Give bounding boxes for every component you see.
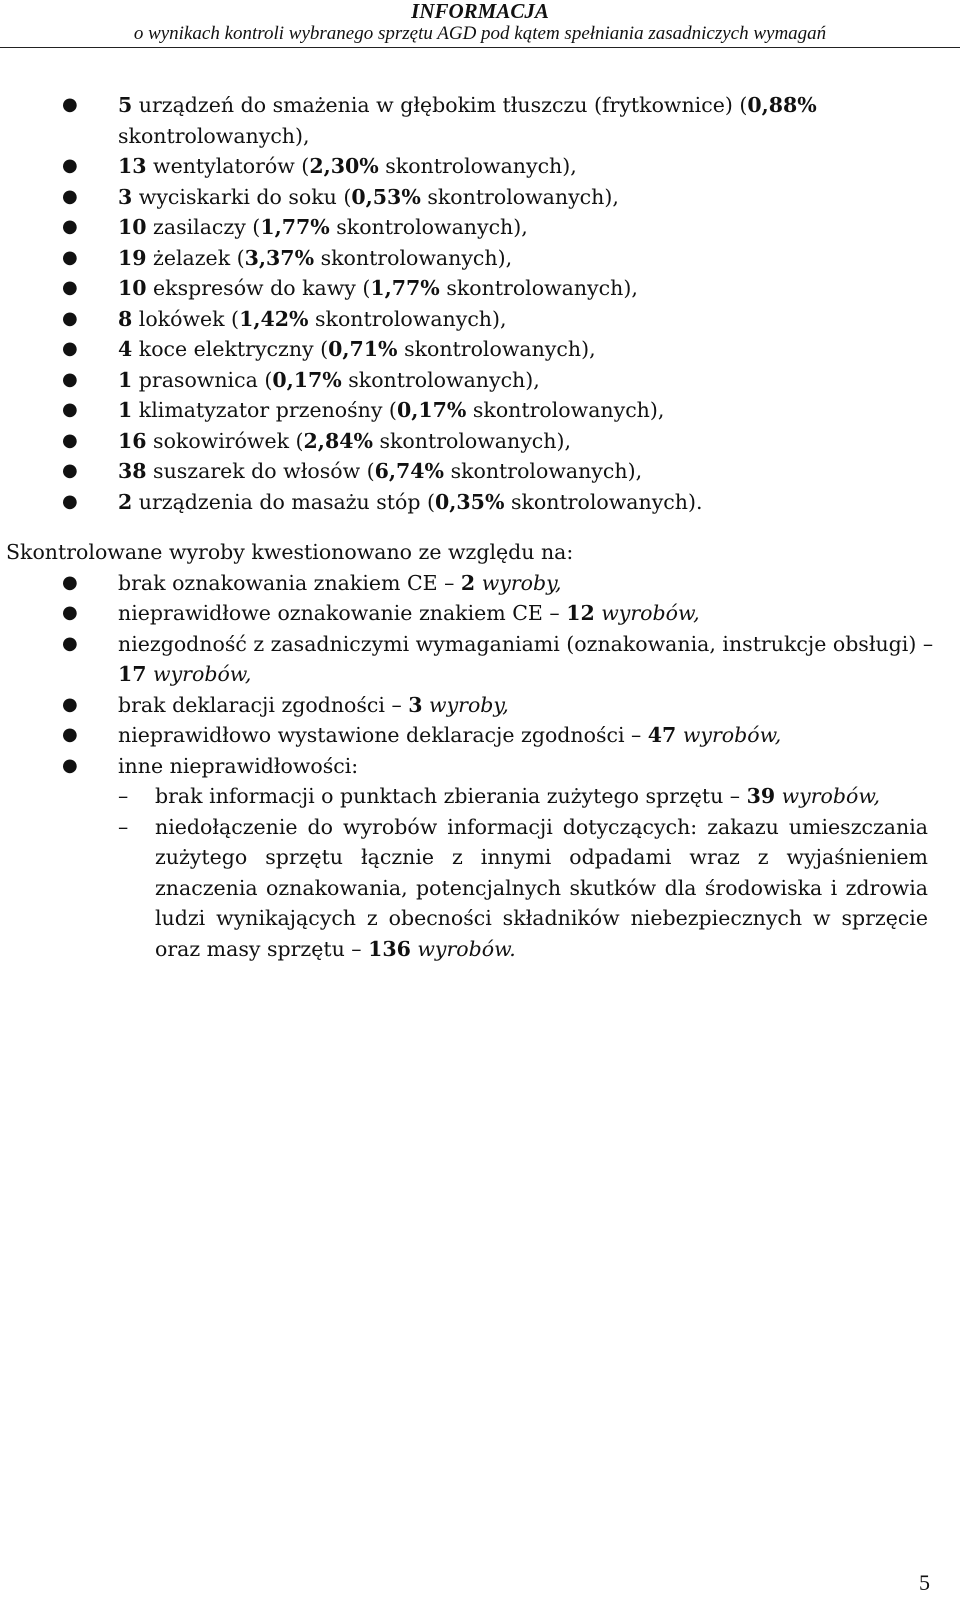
- bullet-icon: ●: [62, 368, 78, 390]
- device-percent: 1,77%: [260, 215, 330, 239]
- reason-count: 3: [408, 692, 423, 717]
- device-count: 1: [118, 398, 133, 422]
- list-item: ● 10 zasilaczy (1,77% skontrolowanych),: [0, 212, 960, 243]
- device-percent: 1,77%: [370, 276, 440, 300]
- device-percent: 2,84%: [303, 428, 373, 453]
- list-item: ● 8 lokówek (1,42% skontrolowanych),: [0, 304, 960, 335]
- list-item: ● 16 sokowirówek (2,84% skontrolowanych),: [0, 426, 960, 457]
- reason-count: 47: [647, 723, 677, 747]
- device-count: 4: [118, 337, 133, 361]
- device-count: 38: [118, 459, 147, 483]
- reason-count: 136: [368, 936, 411, 961]
- device-count: 1: [118, 367, 133, 392]
- header-title: INFORMACJA: [411, 0, 549, 23]
- device-percent: 0,53%: [351, 184, 421, 209]
- device-percent: 0,17%: [396, 398, 467, 422]
- device-percent: 0,88%: [747, 93, 817, 117]
- reason-count: 12: [566, 601, 595, 625]
- device-count: 10: [118, 215, 147, 239]
- device-percent: 0,71%: [328, 337, 398, 361]
- list-item: ● 1 klimatyzator przenośny (0,17% skontrolowanych),: [0, 395, 960, 426]
- device-count: 10: [118, 276, 147, 300]
- bullet-icon: ●: [62, 571, 78, 593]
- device-percent: 3,37%: [244, 245, 315, 270]
- header-divider: [0, 47, 960, 48]
- device-percent: 0,35%: [435, 489, 505, 514]
- bullet-icon: ●: [62, 490, 78, 512]
- reason-count: 2: [460, 570, 476, 595]
- list-item: ● 4 koce elektryczny (0,71% skontrolowanych),: [0, 334, 960, 365]
- list-item: ● 19 żelazek (3,37% skontrolowanych),: [0, 243, 960, 274]
- device-count: 2: [118, 489, 133, 514]
- list-item: ● 13 wentylatorów (2,30% skontrolowanych),: [0, 151, 960, 182]
- list-item: ● 5 urządzeń do smażenia w głębokim tłuszczu (frytkownice) (0,88% skontrolowanych),: [0, 90, 960, 151]
- bullet-icon: ●: [62, 460, 78, 481]
- reason-count: 39: [746, 784, 776, 808]
- device-list: [0, 90, 960, 517]
- list-item: ● niezgodność z zasadniczymi wymaganiami (oznakowania, instrukcje obsługi) – 17 wyrobów,: [0, 629, 960, 690]
- list-item: – brak informacji o punktach zbierania zużytego sprzętu – 39 wyrobów,: [0, 781, 960, 812]
- reasons-intro: Skontrolowane wyroby kwestionowano ze względu na:: [6, 540, 574, 564]
- dash-marker: –: [118, 814, 129, 839]
- bullet-icon: ●: [62, 399, 78, 420]
- list-item: ● brak deklaracji zgodności – 3 wyroby,: [0, 690, 960, 721]
- list-item: ● 3 wyciskarki do soku (0,53% skontrolowanych),: [0, 182, 960, 213]
- list-item: ● inne nieprawidłowości:: [0, 751, 960, 782]
- page-number: 5: [919, 1570, 930, 1595]
- bullet-icon: ●: [62, 307, 78, 329]
- bullet-icon: ●: [62, 693, 78, 715]
- bullet-icon: ●: [62, 185, 78, 207]
- list-item: ● 2 urządzenia do masażu stóp (0,35% skontrolowanych).: [0, 487, 960, 518]
- bullet-icon: ●: [62, 632, 78, 654]
- reason-count: 17: [118, 662, 147, 686]
- device-percent: 0,17%: [272, 367, 342, 392]
- device-percent: 6,74%: [374, 459, 445, 483]
- reasons-list: [0, 568, 960, 782]
- bullet-icon: ●: [62, 155, 78, 176]
- device-percent: 1,42%: [239, 306, 309, 331]
- list-item: ● 1 prasownica (0,17% skontrolowanych),: [0, 365, 960, 396]
- bullet-icon: ●: [62, 94, 78, 115]
- device-percent: 2,30%: [309, 154, 379, 178]
- dash-marker: –: [118, 784, 129, 808]
- list-item: ● nieprawidłowe oznakowanie znakiem CE – 12 wyrobów,: [0, 598, 960, 629]
- device-count: 13: [118, 154, 147, 178]
- device-count: 3: [118, 184, 133, 209]
- bullet-icon: ●: [62, 754, 78, 776]
- bullet-icon: ●: [62, 246, 78, 268]
- device-count: 19: [118, 245, 147, 270]
- header-subtitle: o wynikach kontroli wybranego sprzętu AGD pod kątem spełniania zasadniczych wymagań: [133, 23, 827, 44]
- list-item: – niedołączenie do wyrobów informacji dotyczących: zakazu umieszczania zużytego sprzętu łącznie z innymi odpadami wraz z wyjaśnieniem znaczenia oznakowania, potencjalnych skutków dla środowiska i zdrowia ludzi wynikających z obecności składników niebezpiecznych w sprzęcie oraz masy sprzętu – 136 wyrobów.: [0, 812, 960, 965]
- bullet-icon: ●: [62, 602, 78, 623]
- list-item: ● 10 ekspresów do kawy (1,77% skontrolowanych),: [0, 273, 960, 304]
- device-count: 5: [118, 93, 133, 117]
- list-item: ● brak oznakowania znakiem CE – 2 wyroby,: [0, 568, 960, 599]
- other-irregularities-list: [0, 781, 960, 964]
- device-count: 16: [118, 428, 147, 453]
- device-count: 8: [118, 306, 133, 331]
- list-item: ● 38 suszarek do włosów (6,74% skontrolowanych),: [0, 456, 960, 487]
- bullet-icon: ●: [62, 429, 78, 451]
- document-body: [0, 90, 960, 964]
- bullet-icon: ●: [62, 216, 78, 237]
- page-header: [0, 0, 960, 46]
- bullet-icon: ●: [62, 338, 78, 359]
- bullet-icon: ●: [62, 724, 78, 745]
- list-item: ● nieprawidłowo wystawione deklaracje zgodności – 47 wyrobów,: [0, 720, 960, 751]
- bullet-icon: ●: [62, 277, 78, 298]
